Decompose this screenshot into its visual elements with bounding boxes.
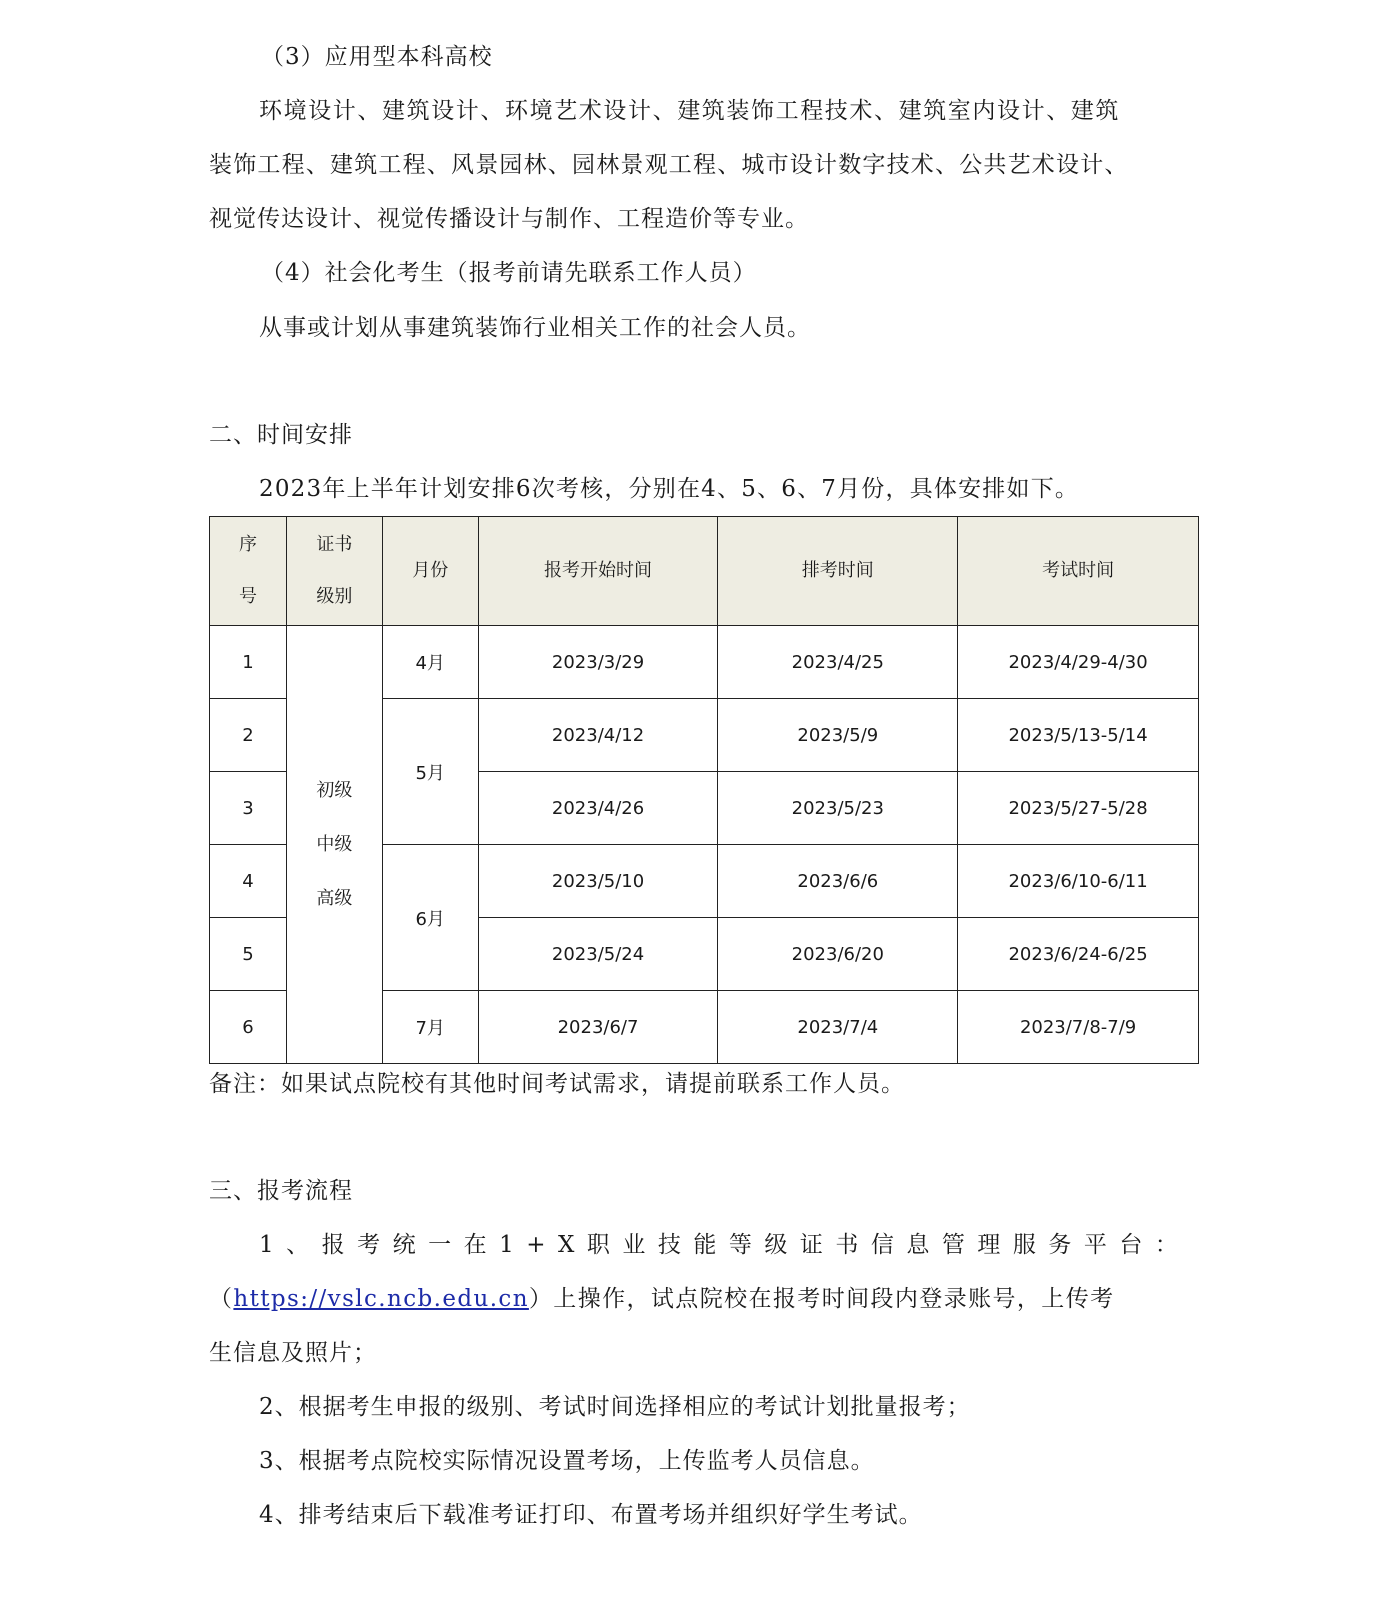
cell-arrange: 2023/6/6 [718, 845, 958, 918]
step1-line2 [209, 1284, 1115, 1314]
header-seq: 序 号 [210, 517, 287, 626]
cell-reg-start: 2023/4/12 [478, 699, 718, 772]
cell-reg-start: 2023/4/26 [478, 772, 718, 845]
step1-line1: 1、报考统一在1+X职业技能等级证书信息管理服务平台： [259, 1232, 1191, 1258]
cell-arrange: 2023/6/20 [718, 918, 958, 991]
cell-seq: 4 [210, 845, 287, 918]
level-advanced: 高级 [316, 887, 353, 909]
step1-after-link: ）上操作，试点院校在报考时间段内登录账号，上传考 [528, 1286, 1115, 1312]
table-note: 备注：如果试点院校有其他时间考试需求，请提前联系工作人员。 [209, 1071, 905, 1097]
section3-heading: 三、报考流程 [209, 1178, 353, 1204]
step2: 2、根据考生申报的级别、考试时间选择相应的考试计划批量报考； [259, 1394, 971, 1420]
cell-reg-start: 2023/5/10 [478, 845, 718, 918]
cell-seq: 2 [210, 699, 287, 772]
cell-month: 7月 [382, 991, 478, 1064]
cell-month: 6月 [382, 845, 478, 991]
cell-exam: 2023/5/27-5/28 [958, 772, 1199, 845]
cell-arrange: 2023/5/23 [718, 772, 958, 845]
cell-arrange: 2023/4/25 [718, 626, 958, 699]
level-intermediate: 中级 [316, 833, 353, 855]
step3: 3、根据考点院校实际情况设置考场，上传监考人员信息。 [259, 1448, 875, 1474]
table-header-row [210, 517, 1199, 626]
step1-line3: 生信息及照片； [209, 1340, 377, 1366]
cell-reg-start: 2023/6/7 [478, 991, 718, 1064]
section2-heading: 二、时间安排 [209, 422, 353, 448]
schedule-table [209, 516, 1199, 1064]
cell-arrange: 2023/7/4 [718, 991, 958, 1064]
cell-exam: 2023/7/8-7/9 [958, 991, 1199, 1064]
section2-intro: 2023年上半年计划安排6次考核，分别在4、5、6、7月份，具体安排如下。 [259, 476, 1080, 502]
header-arrange: 排考时间 [718, 517, 958, 626]
step1-open-paren: （ [209, 1286, 234, 1312]
item4-text: 从事或计划从事建筑装饰行业相关工作的社会人员。 [259, 315, 811, 341]
cell-month: 5月 [382, 699, 478, 845]
item3-line3: 视觉传达设计、视觉传播设计与制作、工程造价等专业。 [209, 206, 809, 232]
header-month: 月份 [382, 517, 478, 626]
cell-month: 4月 [382, 626, 478, 699]
header-level: 证书 级别 [286, 517, 382, 626]
header-exam: 考试时间 [958, 517, 1199, 626]
item3-line2: 装饰工程、建筑工程、风景园林、园林景观工程、城市设计数字技术、公共艺术设计、 [209, 152, 1129, 178]
item3-heading: （3）应用型本科高校 [261, 44, 493, 70]
cell-seq: 3 [210, 772, 287, 845]
step4: 4、排考结束后下载准考证打印、布置考场并组织好学生考试。 [259, 1502, 923, 1528]
cell-exam: 2023/6/24-6/25 [958, 918, 1199, 991]
table-row [210, 626, 1199, 699]
item4-heading: （4）社会化考生（报考前请先联系工作人员） [261, 260, 757, 286]
header-reg-start: 报考开始时间 [478, 517, 718, 626]
cell-seq: 5 [210, 918, 287, 991]
platform-link[interactable]: https://vslc.ncb.edu.cn [233, 1286, 529, 1312]
cell-reg-start: 2023/3/29 [478, 626, 718, 699]
cell-exam: 2023/4/29-4/30 [958, 626, 1199, 699]
cell-seq: 1 [210, 626, 287, 699]
cell-exam: 2023/5/13-5/14 [958, 699, 1199, 772]
level-primary: 初级 [316, 779, 353, 801]
cell-exam: 2023/6/10-6/11 [958, 845, 1199, 918]
cell-reg-start: 2023/5/24 [478, 918, 718, 991]
cell-seq: 6 [210, 991, 287, 1064]
item3-line1: 环境设计、建筑设计、环境艺术设计、建筑装饰工程技术、建筑室内设计、建筑 [259, 98, 1120, 124]
cell-arrange: 2023/5/9 [718, 699, 958, 772]
cell-levels [286, 626, 382, 1064]
